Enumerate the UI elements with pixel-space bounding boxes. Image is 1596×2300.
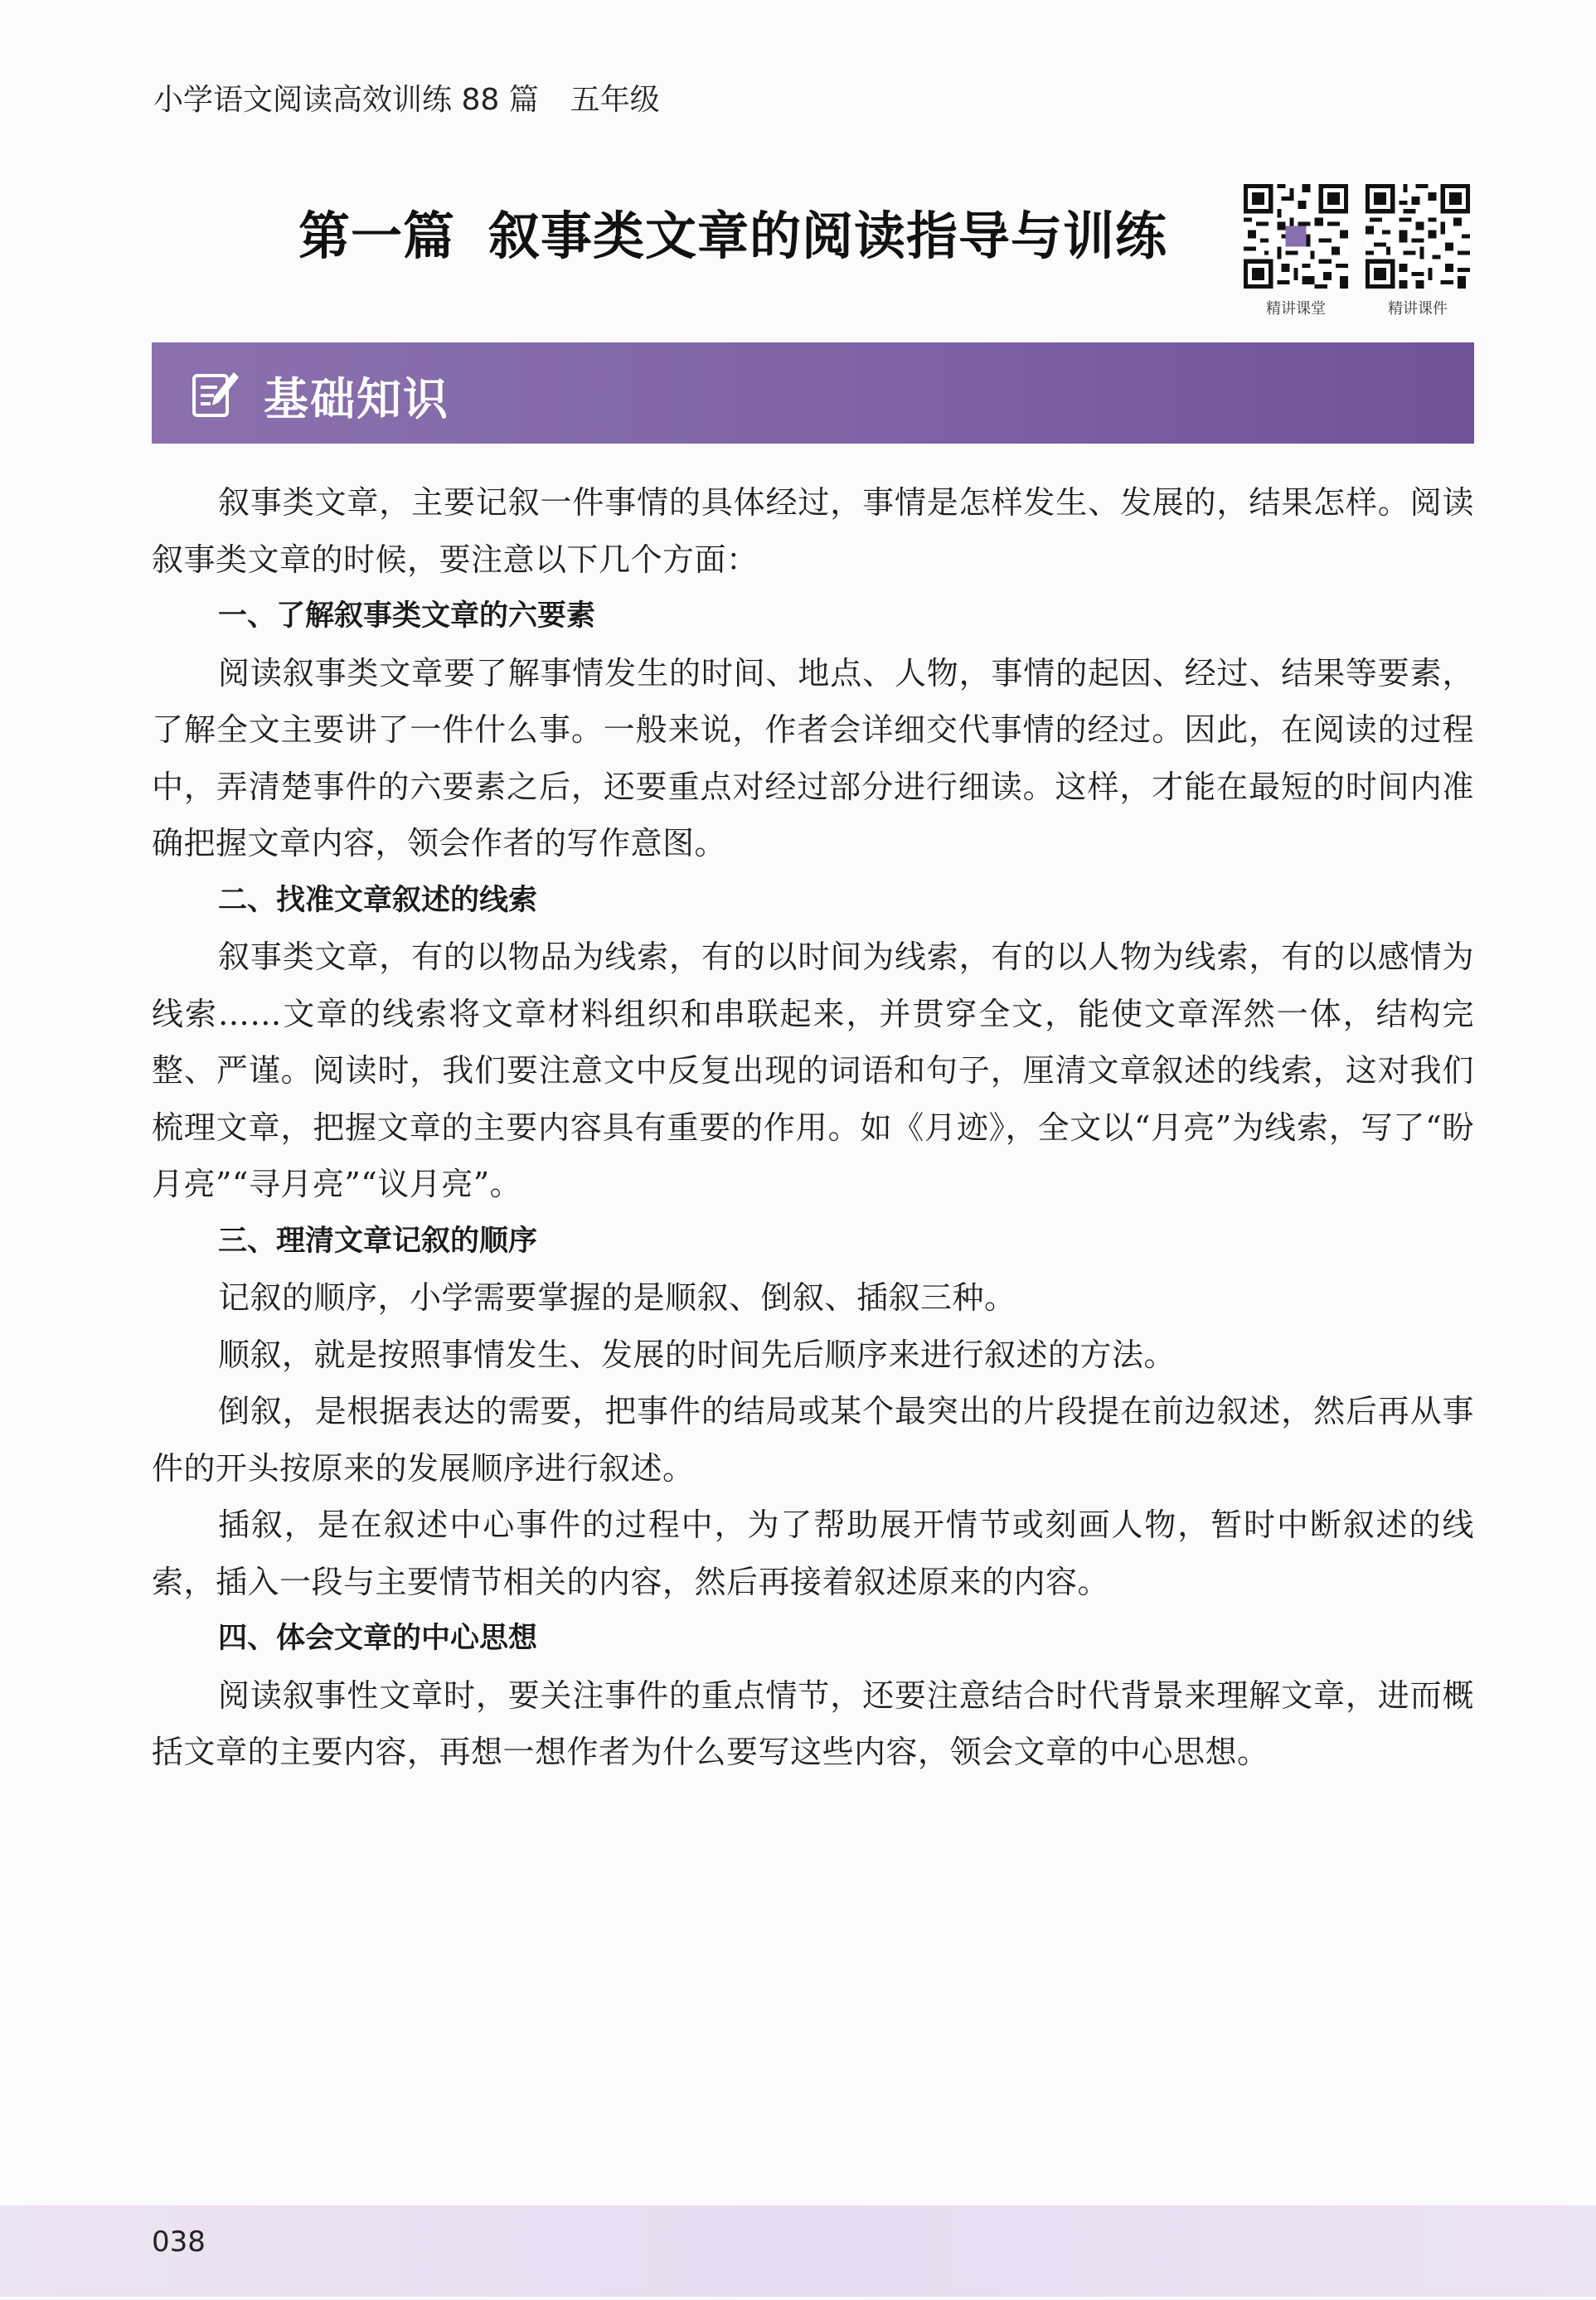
intro-paragraph: 叙事类文章，主要记叙一件事情的具体经过，事情是怎样发生、发展的，结果怎样。阅读叙事类文章的时候，要注意以下几个方面：	[152, 484, 1474, 578]
grade-label: 五年级	[570, 83, 660, 117]
body-paragraph: 倒叙，是根据表达的需要，把事件的结局或某个最突出的片段提在前边叙述，然后再从事件的开头按原来的发展顺序进行叙述。	[152, 1393, 1474, 1487]
chapter-number: 第一篇	[298, 206, 456, 266]
qr-code-icon	[1244, 184, 1348, 289]
section-heading: 一、了解叙事类文章的六要素	[218, 599, 596, 633]
section-heading: 三、理清文章记叙的顺序	[218, 1224, 538, 1258]
qr-lecture-class[interactable]	[1242, 184, 1350, 318]
body-paragraph: 阅读叙事类文章要了解事情发生的时间、地点、人物，事情的起因、经过、结果等要素，了解全文主要讲了一件什么事。一般来说，作者会详细交代事情的经过。因此，在阅读的过程中，弄清楚事件的六要素之后，还要重点对经过部分进行细读。这样，才能在最短的时间内准确把握文章内容，领会作者的写作意图。	[152, 654, 1474, 861]
article-body	[152, 474, 1474, 1781]
page-number: 038	[152, 2225, 206, 2259]
qr-label: 精讲课件	[1388, 300, 1448, 318]
chapter-name: 叙事类文章的阅读指导与训练	[488, 206, 1168, 266]
chapter-title	[298, 195, 1167, 269]
qr-label: 精讲课堂	[1266, 300, 1326, 318]
note-pencil-icon	[189, 367, 242, 420]
banner-title: 基础知识	[264, 373, 449, 425]
body-paragraph: 阅读叙事性文章时，要关注事件的重点情节，还要注意结合时代背景来理解文章，进而概括文章的主要内容，再想一想作者为什么要写这些内容，领会文章的中心思想。	[152, 1676, 1474, 1770]
body-paragraph: 顺叙，就是按照事情发生、发展的时间先后顺序来进行叙述的方法。	[218, 1336, 1176, 1373]
running-header	[153, 76, 660, 119]
footer-band	[0, 2205, 1596, 2297]
body-paragraph: 插叙，是在叙述中心事件的过程中，为了帮助展开情节或刻画人物，暂时中断叙述的线索，插入一段与主要情节相关的内容，然后再接着叙述原来的内容。	[152, 1507, 1474, 1600]
section-heading: 二、找准文章叙述的线索	[218, 883, 538, 917]
book-title: 小学语文阅读高效训练 88 篇	[153, 83, 539, 117]
section-banner	[152, 342, 1474, 444]
section-heading: 四、体会文章的中心思想	[218, 1622, 538, 1655]
body-paragraph: 叙事类文章，有的以物品为线索，有的以时间为线索，有的以人物为线索，有的以感情为线索……文章的线索将文章材料组织和串联起来，并贯穿全文，能使文章浑然一体，结构完整、严谨。阅读时，我们要注意文中反复出现的词语和句子，厘清文章叙述的线索，这对我们梳理文章，把握文章的主要内容具有重要的作用。如《月迹》，全文以“月亮”为线索，写了“盼月亮”“寻月亮”“议月亮”。	[152, 939, 1474, 1202]
body-paragraph: 记叙的顺序，小学需要掌握的是顺叙、倒叙、插叙三种。	[218, 1279, 1016, 1316]
qr-lecture-slides[interactable]	[1364, 184, 1472, 318]
qr-code-icon	[1366, 184, 1470, 289]
